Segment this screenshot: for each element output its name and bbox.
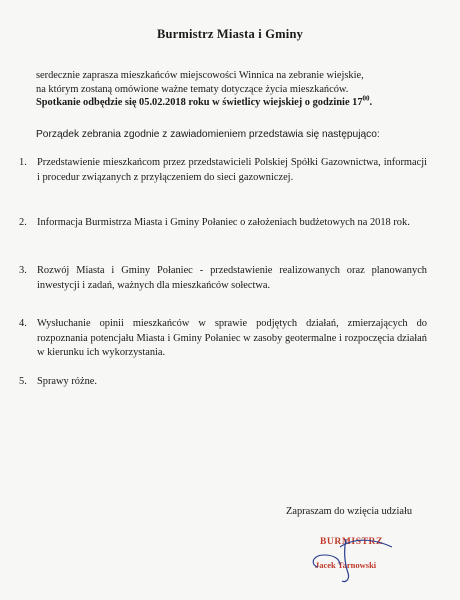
- agenda-intro: Porządek zebrania zgodnie z zawiadomieniem przedstawia się następująco:: [36, 129, 380, 140]
- stamp-name: Jacek Tarnowski: [315, 560, 377, 570]
- agenda-item-text: Rozwój Miasta i Gminy Połaniec - przedstawienie realizowanych oraz planowanych inwestycji i zadań, ważnych dla mieszkańców sołectwa.: [37, 265, 427, 291]
- agenda-item-text: Przedstawienie mieszkańcom przez przedstawicieli Polskiej Spółki Gazownictwa, informacji i procedur związanych z przyłączeniem do sieci gazowniczej.: [37, 157, 427, 183]
- intro-line-1: serdecznie zaprasza mieszkańców miejscowości Winnica na zebranie wiejskie,: [36, 70, 364, 81]
- agenda-item-5: [19, 375, 427, 390]
- agenda-item-text: Informacja Burmistrza Miasta i Gminy Połaniec o założeniach budżetowych na 2018 rok.: [37, 217, 410, 228]
- agenda-item-number: 4.: [19, 318, 27, 329]
- agenda-item-1: [19, 156, 427, 185]
- agenda-item-number: 5.: [19, 376, 27, 387]
- meeting-info-text: Spotkanie odbędzie się 05.02.2018 roku w świetlicy wiejskiej o godzinie 17: [36, 97, 363, 108]
- agenda-item-text: Wysłuchanie opinii mieszkańców w sprawie podjętych działań, zmierzających do rozpoznania potencjału Miasta i Gminy Połaniec w zasoby geotermalne i rozpoczęcia działań w kierunku ich wykorzystania.: [37, 318, 427, 358]
- document-title: Burmistrz Miasta i Gminy: [156, 27, 304, 41]
- handwritten-signature: [300, 525, 410, 585]
- agenda-item-text: Sprawy różne.: [37, 376, 98, 387]
- meeting-info: [36, 96, 428, 110]
- agenda-item-number: 2.: [19, 217, 27, 228]
- agenda-item-number: 3.: [19, 265, 27, 276]
- closing-text: Zapraszam do wzięcia udziału: [286, 506, 413, 517]
- agenda-item-4: [19, 317, 427, 361]
- meeting-info-end: .: [369, 97, 373, 108]
- agenda-item-number: 1.: [19, 157, 27, 168]
- intro-paragraph: [36, 69, 428, 110]
- stamp-title: BURMISTRZ: [320, 537, 383, 547]
- meeting-hour-minutes: 00: [362, 94, 370, 103]
- agenda-item-2: [19, 216, 427, 231]
- agenda-item-3: [19, 264, 427, 293]
- intro-line-2: na którym zostaną omówione ważne tematy dotyczące życia mieszkańców.: [36, 83, 349, 95]
